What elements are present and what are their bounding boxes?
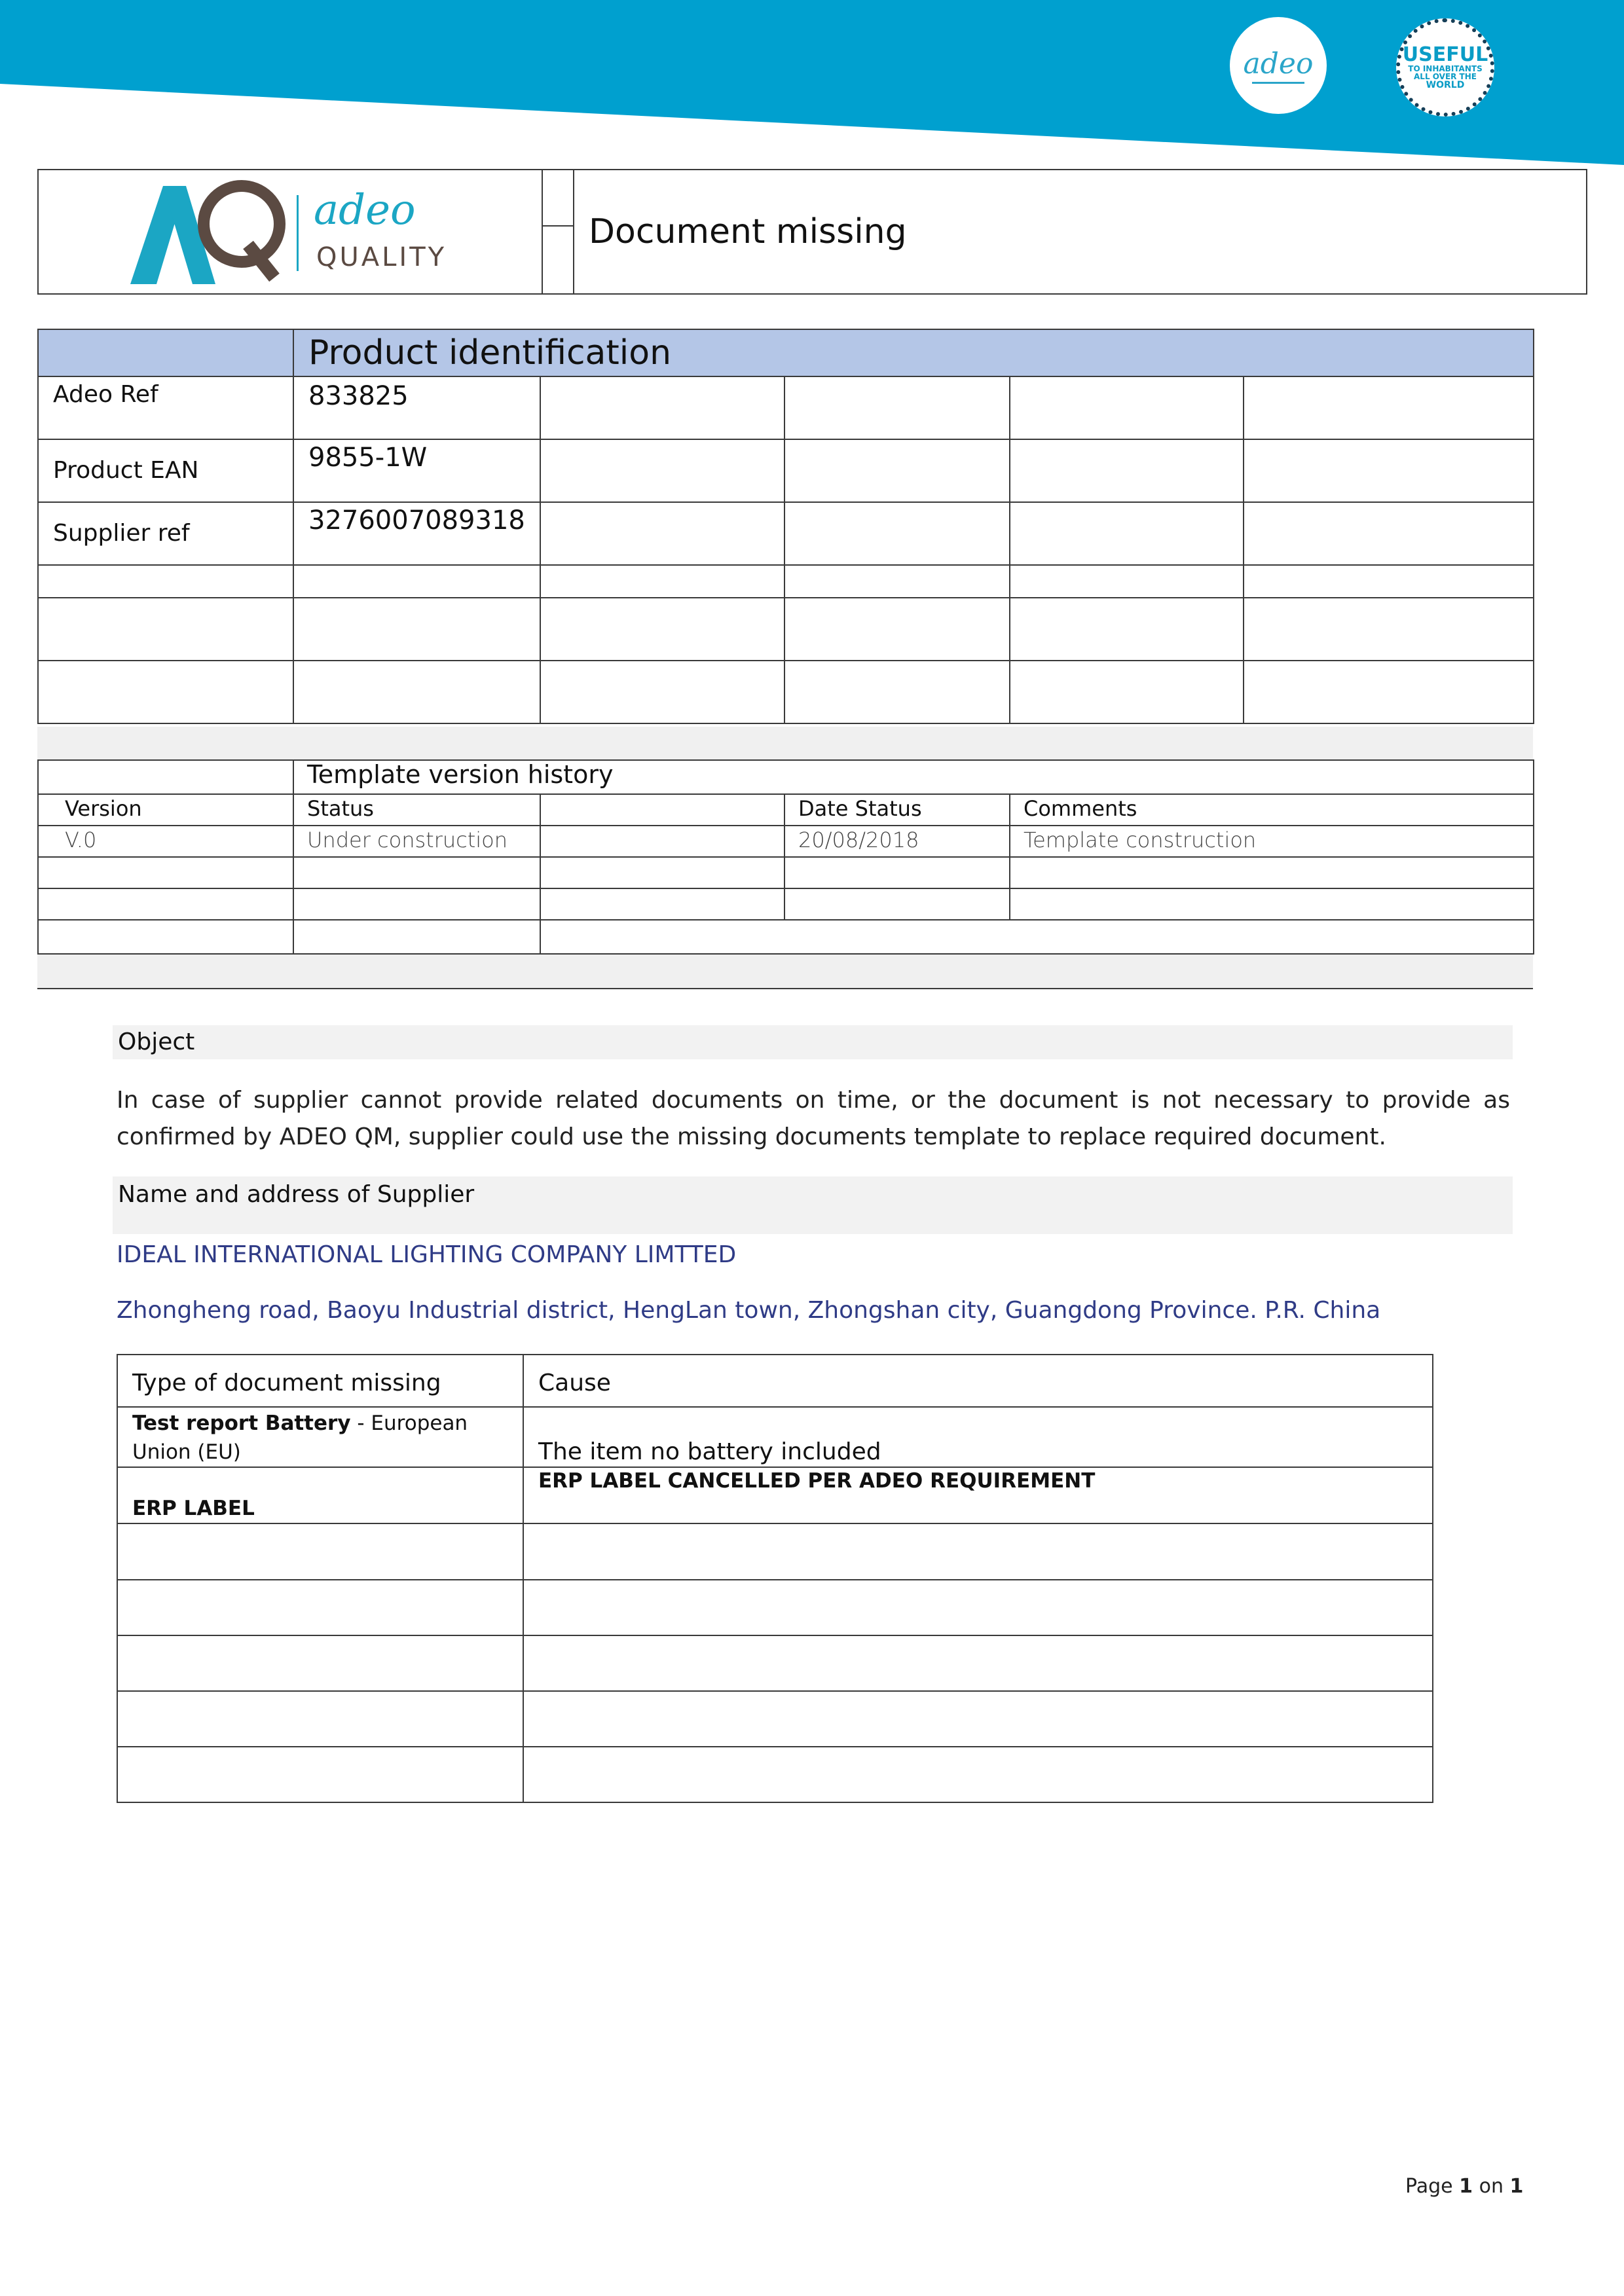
product-ean-value: 9855-1W: [293, 439, 540, 502]
adeo-ref-label: Adeo Ref: [38, 376, 293, 439]
date-status-header: Date Status: [784, 794, 1010, 826]
aq-logo-sub: QUALITY: [316, 242, 447, 272]
title-spacer-top: [542, 170, 574, 226]
spacer-band-2: [37, 955, 1533, 989]
page-mid: on: [1473, 2175, 1510, 2198]
supplier-heading: Name and address of Supplier: [113, 1176, 1513, 1234]
comments-header: Comments: [1010, 794, 1534, 826]
comments-value: Template construction: [1010, 826, 1534, 857]
useful-badge-line3: ALL OVER THE: [1414, 72, 1477, 81]
supplier-name: IDEAL INTERNATIONAL LIGHTING COMPANY LIMTTED: [117, 1241, 737, 1268]
status-header: Status: [293, 794, 540, 826]
supplier-address: Zhongheng road, Baoyu Industrial district, HengLan town, Zhongshan city, Guangdong Province. P.R. China: [117, 1297, 1381, 1324]
missing-doc-row-1-cause: The item no battery included: [523, 1407, 1433, 1467]
aq-logo-cell: [38, 170, 542, 294]
supplier-ref-value: 3276007089318: [293, 502, 540, 565]
object-text: In case of supplier cannot provide related documents on time, or the document is not necessary to provide as confirmed by ADEO QM, supplier could use the missing documents template to replace required document.: [117, 1087, 1510, 1150]
object-heading: Object: [113, 1025, 1513, 1059]
missing-doc-row-2-type: ERP LABEL: [117, 1467, 523, 1523]
aq-logo-icon: [117, 173, 287, 291]
useful-badge: [1396, 18, 1494, 117]
product-identification-table: [37, 329, 1534, 724]
document-title-cell: [574, 170, 1587, 294]
title-spacer-bottom: [542, 226, 574, 294]
useful-badge-line1: USEFUL: [1402, 43, 1488, 66]
page-total: 1: [1509, 2175, 1524, 2198]
type-header: Type of document missing: [117, 1355, 523, 1407]
section-divider: [37, 988, 1533, 989]
useful-badge-line4: WORLD: [1426, 80, 1465, 90]
useful-badge-line2: TO INHABITANTS: [1408, 64, 1483, 73]
header-banner: [0, 0, 1624, 170]
supplier-ref-label: Supplier ref: [38, 502, 293, 565]
aq-logo-divider: [297, 195, 299, 271]
aq-logo-brand: adeo: [314, 186, 416, 234]
missing-doc-row-2-cause: ERP LABEL CANCELLED PER ADEO REQUIREMENT: [523, 1467, 1433, 1523]
product-id-title: Product identification: [293, 329, 1534, 376]
adeo-logo-text: adeo: [1243, 47, 1314, 81]
version-header: Version: [38, 794, 293, 826]
page-prefix: Page: [1405, 2175, 1460, 2198]
product-ean-label: Product EAN: [38, 439, 293, 502]
product-id-header-blank: [38, 329, 293, 376]
cause-header: Cause: [523, 1355, 1433, 1407]
adeo-logo-underline: [1252, 82, 1304, 84]
title-block: [37, 169, 1587, 295]
date-status-value: 20/08/2018: [784, 826, 1010, 857]
missing-doc-1-type-bold: Test report Battery: [132, 1412, 351, 1435]
adeo-circle-logo: [1230, 17, 1327, 114]
adeo-ref-value: 833825: [293, 376, 540, 439]
document-title: Document missing: [589, 212, 907, 251]
spacer-band-1: [37, 727, 1533, 759]
template-version-history-table: [37, 759, 1534, 955]
page-number: [1405, 2175, 1523, 2198]
missing-documents-table: [117, 1354, 1433, 1803]
version-history-title: Template version history: [293, 760, 1534, 794]
status-value: Under construction: [293, 826, 540, 857]
missing-doc-1-type-rest: - European Union (EU): [132, 1412, 468, 1464]
missing-doc-row-1-type: [117, 1407, 523, 1467]
page-current: 1: [1459, 2175, 1473, 2198]
version-value: V.0: [38, 826, 293, 857]
